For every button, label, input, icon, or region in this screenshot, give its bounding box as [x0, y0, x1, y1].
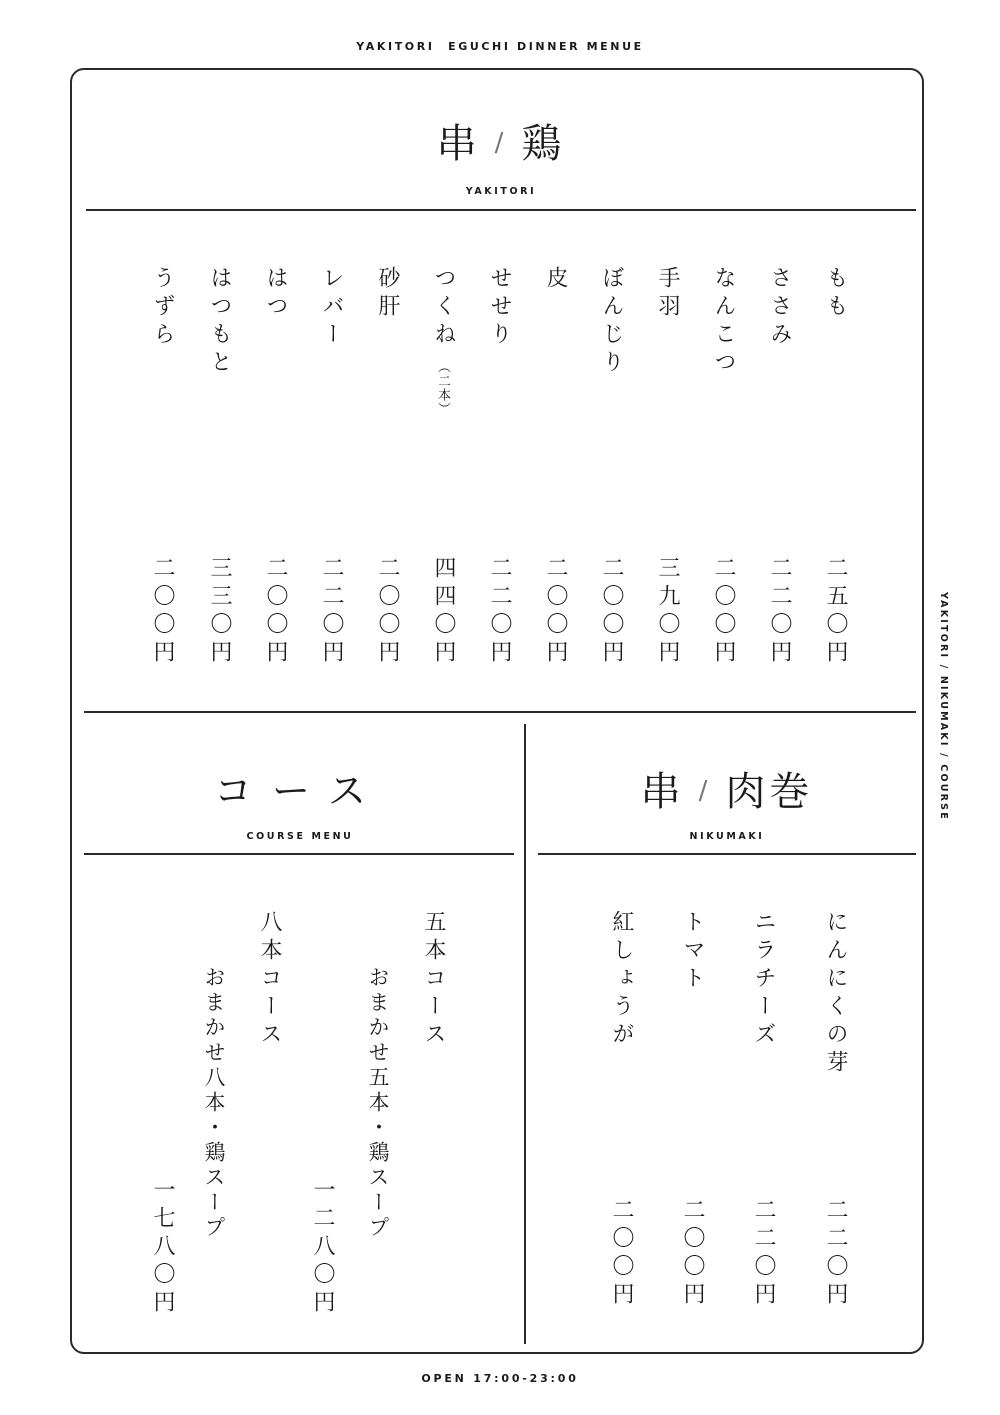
- yakitori-title-right: 鶏: [521, 121, 566, 167]
- course-item-desc: おまかせ五本・鶏スープ: [366, 966, 390, 1241]
- yakitori-item-price: 三三〇円: [207, 556, 232, 668]
- yakitori-title-left: 串: [436, 121, 481, 167]
- yakitori-item-price: 二〇〇円: [150, 556, 175, 668]
- course-item-price: 一二八〇円: [310, 1178, 335, 1318]
- yakitori-item-name: うずら: [150, 266, 175, 350]
- column-divider: [524, 724, 526, 1344]
- yakitori-item-name: 砂肝: [375, 266, 400, 322]
- course-item-name: 八本コース: [257, 910, 282, 1050]
- yakitori-item-price: 二〇〇円: [599, 556, 624, 668]
- course-item-name: 五本コース: [421, 910, 446, 1050]
- yakitori-title: [86, 112, 916, 169]
- course-item-price: 一七八〇円: [150, 1178, 175, 1318]
- yakitori-item-name: なんこつ: [711, 266, 736, 378]
- yakitori-item-price: 三九〇円: [655, 556, 680, 668]
- course-item-desc: おまかせ八本・鶏スープ: [202, 966, 226, 1241]
- yakitori-item-price: 二〇〇円: [711, 556, 736, 668]
- yakitori-item-name: もも: [823, 266, 848, 322]
- nikumaki-title-right: 肉巻: [725, 769, 814, 815]
- yakitori-item-name: せせり: [487, 266, 512, 350]
- nikumaki-divider: [538, 853, 916, 855]
- nikumaki-title-left: 串: [640, 769, 685, 815]
- nikumaki-item-price: 二〇〇円: [609, 1198, 634, 1310]
- nikumaki-item-name: 紅しょうが: [609, 910, 634, 1050]
- nikumaki-title: [538, 760, 916, 817]
- yakitori-item-price: 二五〇円: [823, 556, 848, 668]
- course-title: コース: [213, 769, 387, 813]
- yakitori-item-price: 二二〇円: [767, 556, 792, 668]
- course-divider: [84, 853, 514, 855]
- yakitori-item-note: （二本）: [435, 360, 450, 416]
- yakitori-item-price: 二〇〇円: [375, 556, 400, 668]
- yakitori-subtitle: YAKITORI: [465, 186, 537, 197]
- course-subtitle: COURSE MENU: [246, 831, 354, 842]
- yakitori-item-name: つくね: [431, 266, 456, 350]
- yakitori-item-name: 皮: [543, 266, 568, 294]
- yakitori-item-name: 手羽: [655, 266, 680, 322]
- yakitori-item-name: ささみ: [767, 266, 792, 350]
- yakitori-item-price: 二〇〇円: [263, 556, 288, 668]
- nikumaki-item-price: 二〇〇円: [680, 1198, 705, 1310]
- page-footer: OPEN 17:00-23:00: [421, 1372, 579, 1385]
- yakitori-item-price: 二二〇円: [487, 556, 512, 668]
- yakitori-item-name: はつ: [263, 266, 288, 322]
- yakitori-item-name: はつもと: [207, 266, 232, 378]
- nikumaki-subtitle: NIKUMAKI: [689, 831, 765, 842]
- nikumaki-item-name: にんにくの芽: [823, 910, 848, 1078]
- section-divider: [84, 711, 916, 713]
- page-header: YAKITORI EGUCHI DINNER MENUE: [356, 40, 644, 53]
- nikumaki-title-slash: /: [698, 776, 712, 806]
- nikumaki-item-name: トマト: [680, 910, 705, 994]
- yakitori-divider: [86, 209, 916, 211]
- yakitori-item-price: 四四〇円: [431, 556, 456, 668]
- nikumaki-item-name: ニラチーズ: [751, 910, 776, 1050]
- nikumaki-item-price: 二二〇円: [751, 1198, 776, 1310]
- yakitori-item-price: 二〇〇円: [543, 556, 568, 668]
- nikumaki-item-price: 二二〇円: [823, 1198, 848, 1310]
- yakitori-item-name: ぼんじり: [599, 266, 624, 378]
- yakitori-title-slash: /: [494, 128, 508, 158]
- yakitori-item-price: 二二〇円: [319, 556, 344, 668]
- yakitori-item-name: レバー: [319, 266, 344, 350]
- side-label: YAKITORI / NIKUMAKI / COURSE: [938, 592, 949, 821]
